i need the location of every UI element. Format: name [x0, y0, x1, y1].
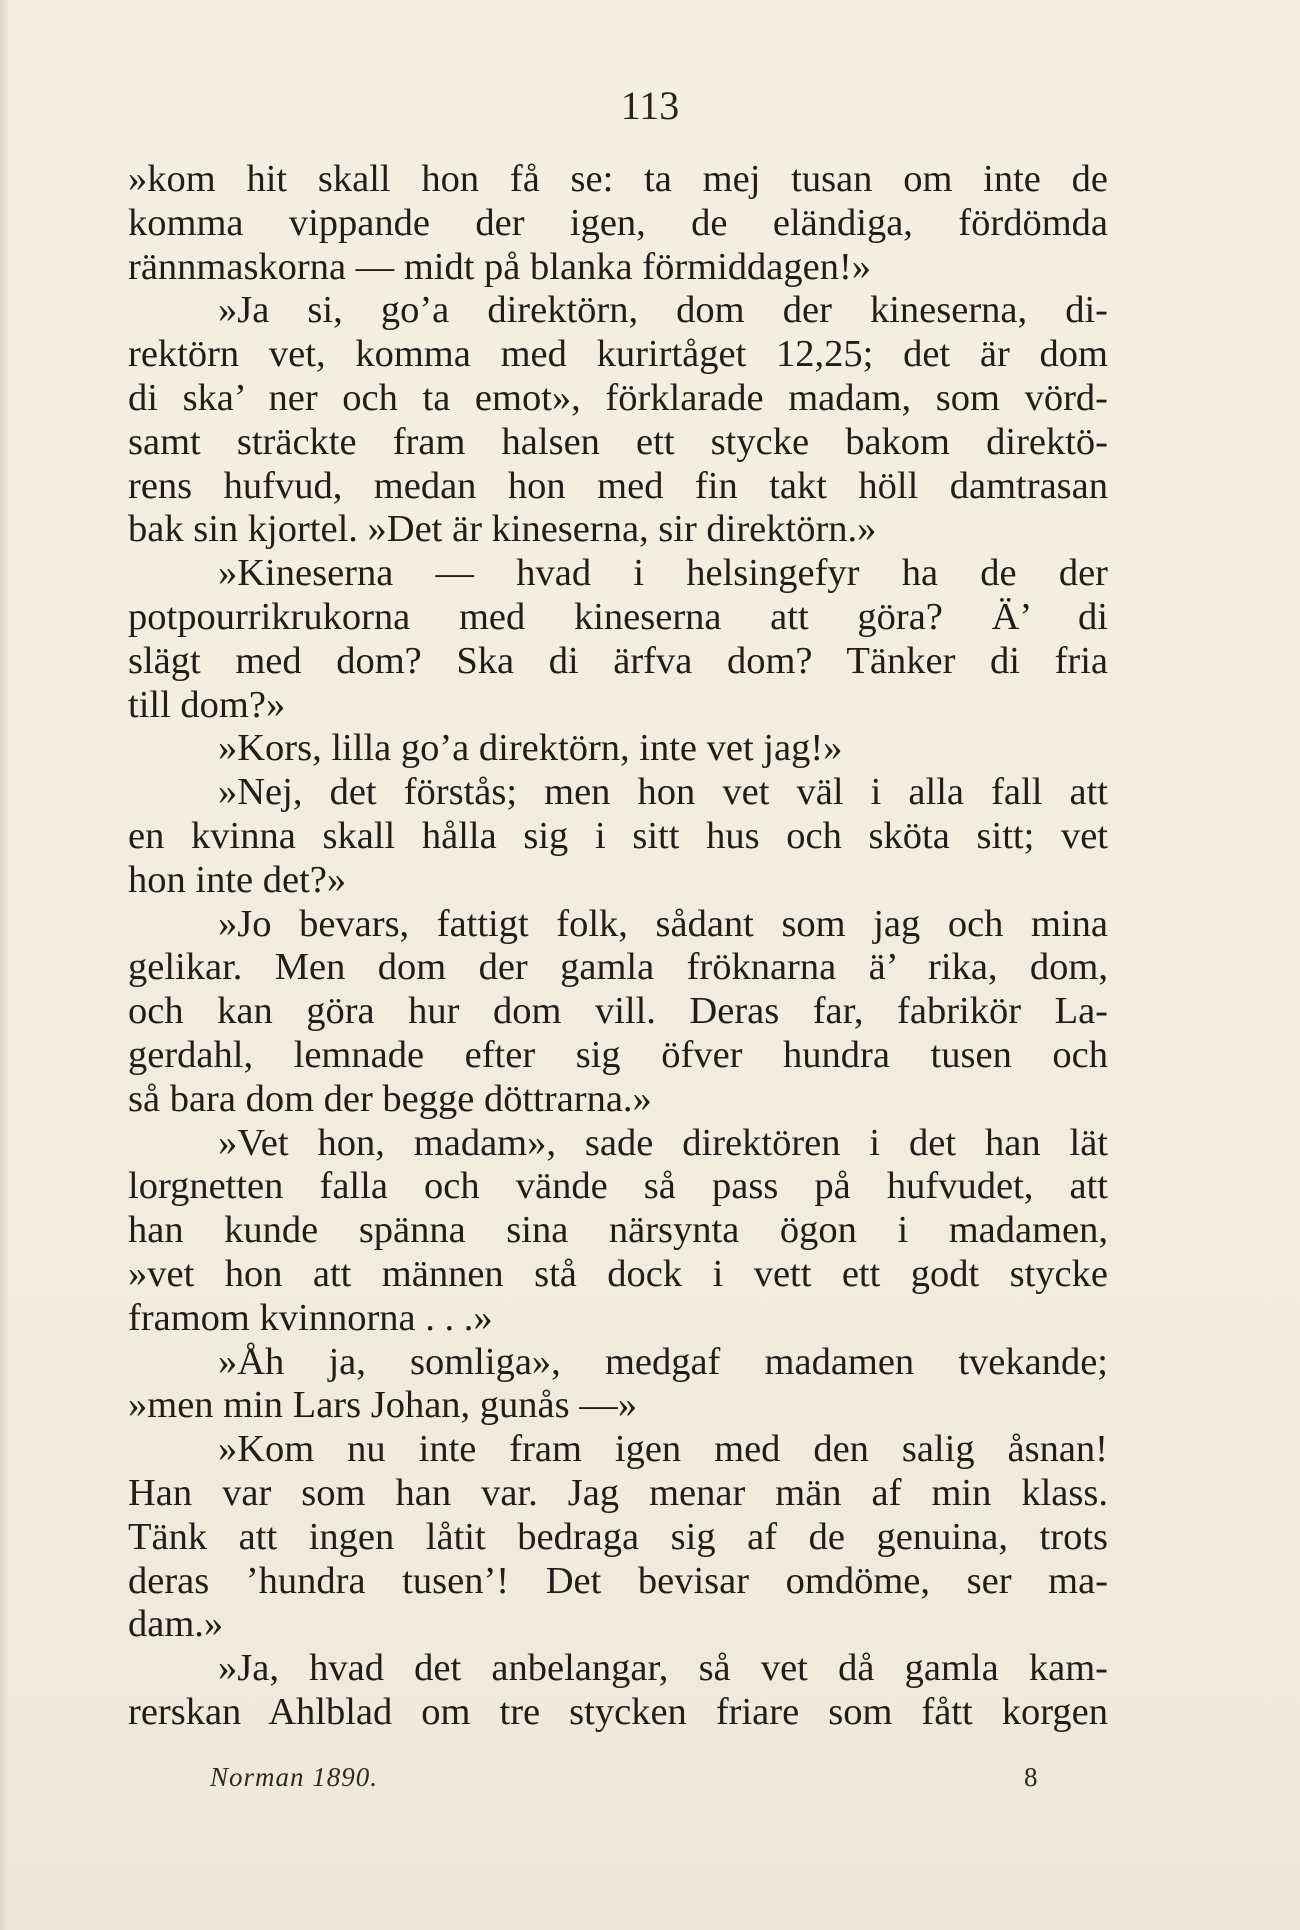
- text-line: rerskan Ahlblad om tre stycken friare som fått korgen: [128, 1690, 1108, 1733]
- text-line: »Kors, lilla go’a direktörn, inte vet jag!»: [218, 727, 843, 770]
- printer-signature: Norman 1890.: [210, 1762, 379, 1792]
- text-line: lorgnetten falla och vände så pass på hufvudet, att: [128, 1165, 1108, 1208]
- text-line: »Ja, hvad det anbelangar, så vet då gamla kam-: [218, 1647, 1108, 1690]
- text-line: samt sträckte fram halsen ett stycke bakom direktö-: [128, 420, 1108, 463]
- text-line: komma vippande der igen, de eländiga, fördömda: [128, 201, 1108, 244]
- sheet-number: 8: [1024, 1762, 1038, 1792]
- page-edge: [0, 0, 8, 1930]
- text-line: »Åh ja, somliga», medgaf madamen tvekande;: [218, 1340, 1108, 1383]
- text-line: framom kvinnorna . . .»: [128, 1296, 493, 1339]
- text-line: »Kineserna — hvad i helsingefyr ha de der: [218, 552, 1108, 595]
- text-line: rännmaskorna — midt på blanka förmiddagen!»: [128, 245, 872, 288]
- text-line: hon inte det?»: [128, 858, 347, 901]
- text-line: Han var som han var. Jag menar män af min klass.: [128, 1471, 1108, 1514]
- body-text: [128, 158, 1108, 1735]
- text-line: och kan göra hur dom vill. Deras far, fabrikör La-: [128, 990, 1108, 1033]
- text-line: »Ja si, go’a direktörn, dom der kineserna, di-: [218, 289, 1108, 332]
- text-line: »Kom nu inte fram igen med den salig åsnan!: [218, 1428, 1108, 1471]
- text-line: »Vet hon, madam», sade direktören i det han lät: [218, 1121, 1108, 1164]
- text-line: »kom hit skall hon få se: ta mej tusan om inte de: [128, 158, 1108, 200]
- text-line: han kunde spänna sina närsynta ögon i madamen,: [128, 1209, 1108, 1252]
- text-line: deras ’hundra tusen’! Det bevisar omdöme, ser ma-: [128, 1559, 1108, 1602]
- text-line: rens hufvud, medan hon med fin takt höll damtrasan: [128, 464, 1108, 507]
- text-line: »vet hon att männen stå dock i vett ett godt stycke: [128, 1252, 1108, 1295]
- text-line: di ska’ ner och ta emot», förklarade madam, som vörd-: [128, 376, 1108, 419]
- text-line: till dom?»: [128, 683, 286, 726]
- text-line: »men min Lars Johan, gunås —»: [128, 1384, 637, 1427]
- text-line: Tänk att ingen låtit bedraga sig af de genuina, trots: [128, 1515, 1108, 1558]
- text-line: gelikar. Men dom der gamla fröknarna ä’ rika, dom,: [128, 946, 1108, 989]
- text-line: slägt med dom? Ska di ärfva dom? Tänker di fria: [128, 639, 1108, 682]
- text-line: dam.»: [128, 1603, 224, 1646]
- page-footer: [0, 1762, 1300, 1802]
- text-line: gerdahl, lemnade efter sig öfver hundra tusen och: [128, 1033, 1108, 1076]
- text-line: bak sin kjortel. »Det är kineserna, sir direktörn.»: [128, 508, 877, 551]
- text-line: »Nej, det förstås; men hon vet väl i alla fall att: [218, 771, 1108, 814]
- text-line: så bara dom der begge döttrarna.»: [128, 1077, 652, 1120]
- text-line: rektörn vet, komma med kurirtåget 12,25; det är dom: [128, 333, 1108, 376]
- page-number: 113: [620, 83, 680, 128]
- text-line: potpourrikrukorna med kineserna att göra? Ä’ di: [128, 595, 1108, 638]
- text-line: en kvinna skall hålla sig i sitt hus och sköta sitt; vet: [128, 814, 1108, 857]
- text-line: »Jo bevars, fattigt folk, sådant som jag och mina: [218, 902, 1108, 945]
